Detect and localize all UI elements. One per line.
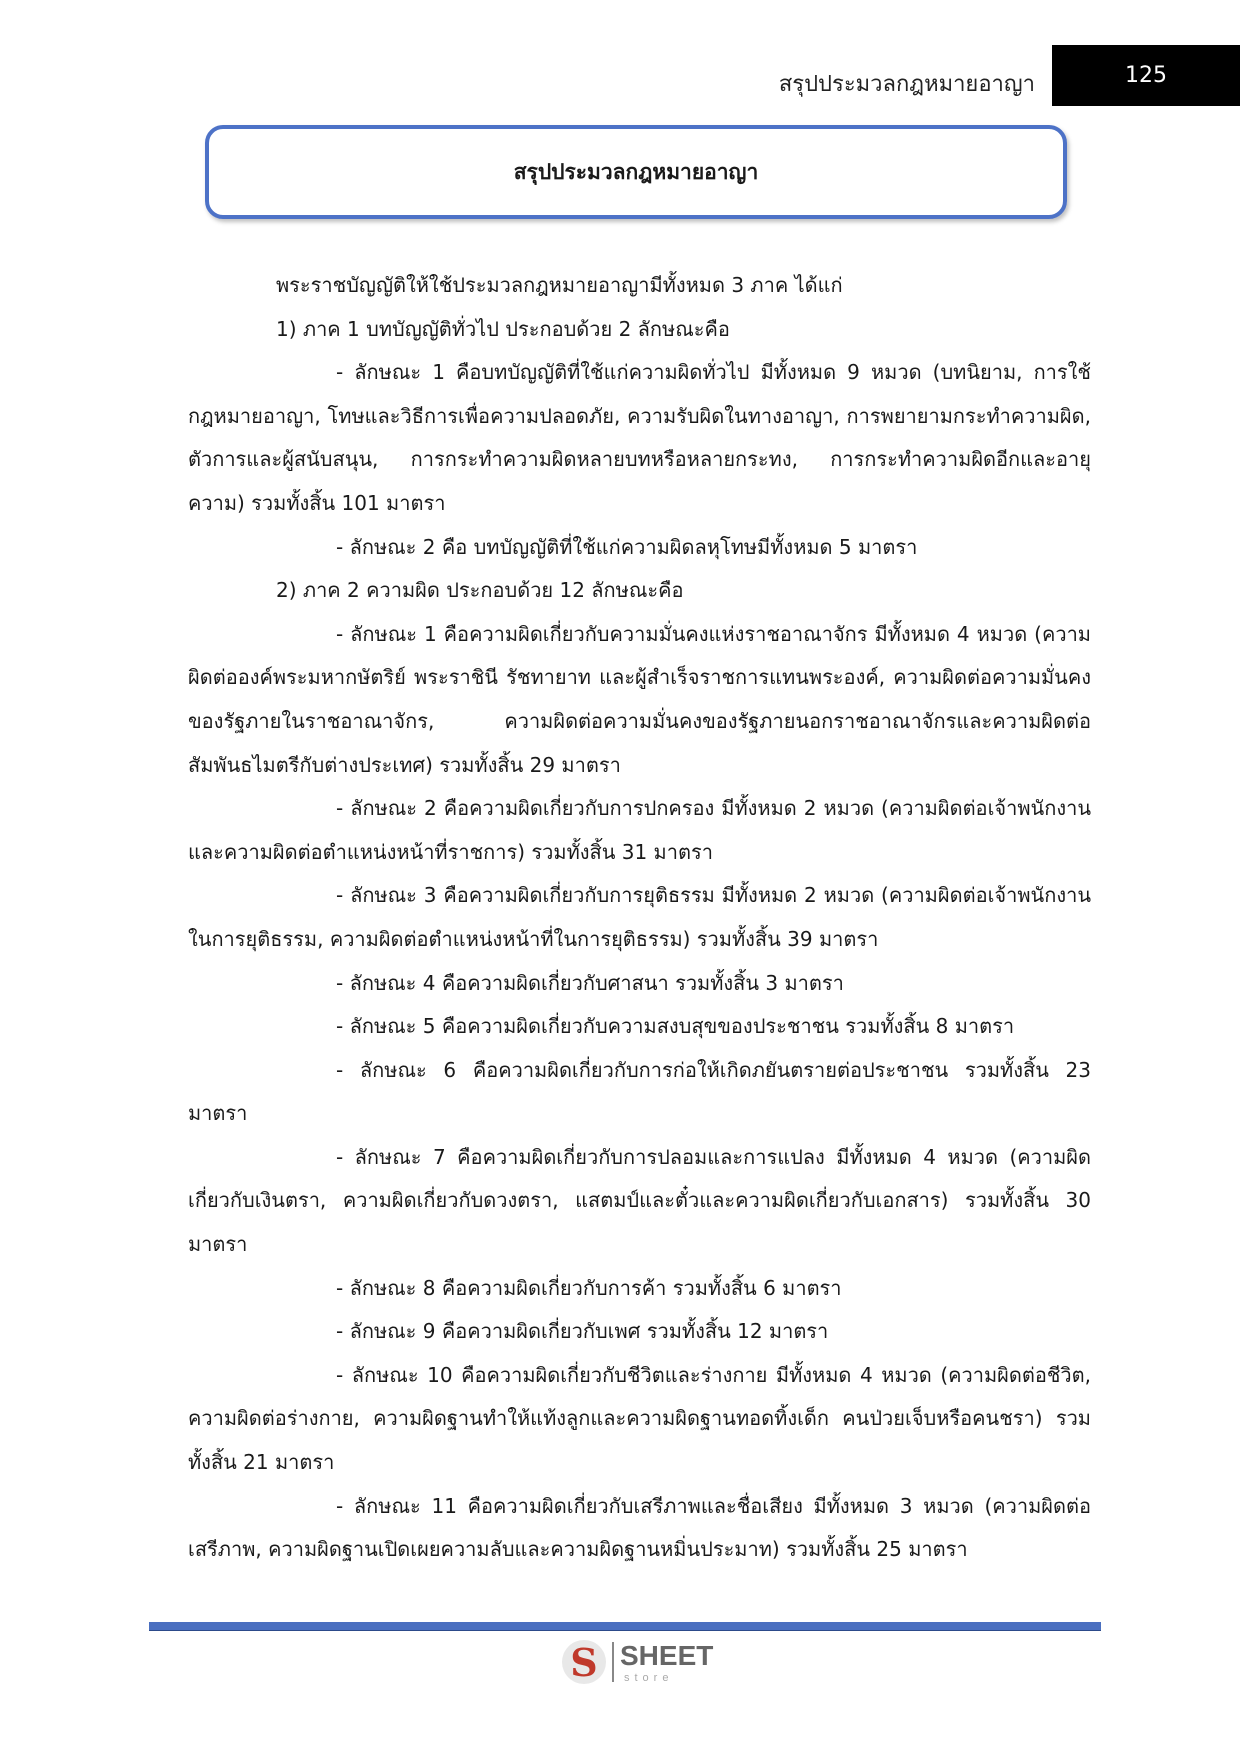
- content-body: [188, 264, 1091, 1572]
- paragraph: - ลักษณะ 10 คือความผิดเกี่ยวกับชีวิตและร่างกาย มีทั้งหมด 4 หมวด (ความผิดต่อชีวิต, ความผิดต่อร่างกาย, ความผิดฐานทำให้แท้งลูกและความผิดฐานทอดทิ้งเด็ก คนป่วยเจ็บหรือคนชรา) รวมทั้งสิ้น 21 มาตรา: [188, 1362, 1091, 1475]
- logo-main-text: SHEET: [620, 1640, 714, 1671]
- running-header: สรุปประมวลกฎหมายอาญา: [778, 72, 1035, 97]
- sheet-store-logo: [562, 1634, 713, 1690]
- paragraph: - ลักษณะ 6 คือความผิดเกี่ยวกับการก่อให้เกิดภยันตรายต่อประชาชน รวมทั้งสิ้น 23 มาตรา: [188, 1057, 1091, 1126]
- logo-divider: [612, 1642, 614, 1682]
- paragraph: - ลักษณะ 2 คือ บทบัญญัติที่ใช้แก่ความผิดลหุโทษมีทั้งหมด 5 มาตรา: [336, 534, 918, 559]
- paragraph: - ลักษณะ 8 คือความผิดเกี่ยวกับการค้า รวมทั้งสิ้น 6 มาตรา: [336, 1275, 842, 1300]
- paragraph: 2) ภาค 2 ความผิด ประกอบด้วย 12 ลักษณะคือ: [276, 578, 684, 603]
- title-box: [205, 125, 1067, 219]
- footer-rule: [149, 1622, 1101, 1631]
- paragraph: - ลักษณะ 11 คือความผิดเกี่ยวกับเสรีภาพและชื่อเสียง มีทั้งหมด 3 หมวด (ความผิดต่อเสรีภาพ, ความผิดฐานเปิดเผยความลับและความผิดฐานหมิ่นประมาท) รวมทั้งสิ้น 25 มาตรา: [188, 1493, 1091, 1562]
- paragraph: - ลักษณะ 4 คือความผิดเกี่ยวกับศาสนา รวมทั้งสิ้น 3 มาตรา: [336, 970, 844, 995]
- page-number: 125: [1052, 45, 1240, 106]
- paragraph: - ลักษณะ 5 คือความผิดเกี่ยวกับความสงบสุขของประชาชน รวมทั้งสิ้น 8 มาตรา: [336, 1014, 1015, 1039]
- paragraph: - ลักษณะ 3 คือความผิดเกี่ยวกับการยุติธรรม มีทั้งหมด 2 หมวด (ความผิดต่อเจ้าพนักงานในการยุติธรรม, ความผิดต่อตำแหน่งหน้าที่ในการยุติธรรม) รวมทั้งสิ้น 39 มาตรา: [188, 883, 1091, 951]
- paragraph: - ลักษณะ 7 คือความผิดเกี่ยวกับการปลอมและการแปลง มีทั้งหมด 4 หมวด (ความผิดเกี่ยวกับเงินตรา, ความผิดเกี่ยวกับดวงตรา, แสตมป์และตั๋วและความผิดเกี่ยวกับเอกสาร) รวมทั้งสิ้น 30 มาตรา: [188, 1144, 1091, 1257]
- logo-sub-text: store: [624, 1672, 674, 1684]
- paragraph: - ลักษณะ 1 คือบทบัญญัติที่ใช้แก่ความผิดทั่วไป มีทั้งหมด 9 หมวด (บทนิยาม, การใช้กฎหมายอาญา, โทษและวิธีการเพื่อความปลอดภัย, ความรับผิดในทางอาญา, การพยายามกระทำความผิด, ตัวการและผู้สนับสนุน, การกระทำความผิดหลายบทหรือหลายกระทง, การกระทำความผิดอีกและอายุความ) รวมทั้งสิ้น 101 มาตรา: [188, 360, 1091, 515]
- document-title: สรุปประมวลกฎหมายอาญา: [513, 159, 759, 184]
- logo-wordmark: [620, 1640, 713, 1684]
- logo-s-icon: S: [562, 1640, 606, 1684]
- paragraph: พระราชบัญญัติให้ใช้ประมวลกฎหมายอาญามีทั้งหมด 3 ภาค ได้แก่: [276, 273, 843, 297]
- paragraph: - ลักษณะ 9 คือความผิดเกี่ยวกับเพศ รวมทั้งสิ้น 12 มาตรา: [336, 1319, 829, 1344]
- paragraph: - ลักษณะ 1 คือความผิดเกี่ยวกับความมั่นคงแห่งราชอาณาจักร มีทั้งหมด 4 หมวด (ความผิดต่อองค์พระมหากษัตริย์ พระราชินี รัชทายาท และผู้สำเร็จราชการแทนพระองค์, ความผิดต่อความมั่นคงของรัฐภายในราชอาณาจักร, ความผิดต่อความมั่นคงของรัฐภายนอกราชอาณาจักรและความผิดต่อสัมพันธไมตรีกับต่างประเทศ) รวมทั้งสิ้น 29 มาตรา: [188, 621, 1091, 777]
- paragraph: - ลักษณะ 2 คือความผิดเกี่ยวกับการปกครอง มีทั้งหมด 2 หมวด (ความผิดต่อเจ้าพนักงานและความผิดต่อตำแหน่งหน้าที่ราชการ) รวมทั้งสิ้น 31 มาตรา: [188, 796, 1091, 864]
- paragraph: 1) ภาค 1 บทบัญญัติทั่วไป ประกอบด้วย 2 ลักษณะคือ: [276, 316, 730, 341]
